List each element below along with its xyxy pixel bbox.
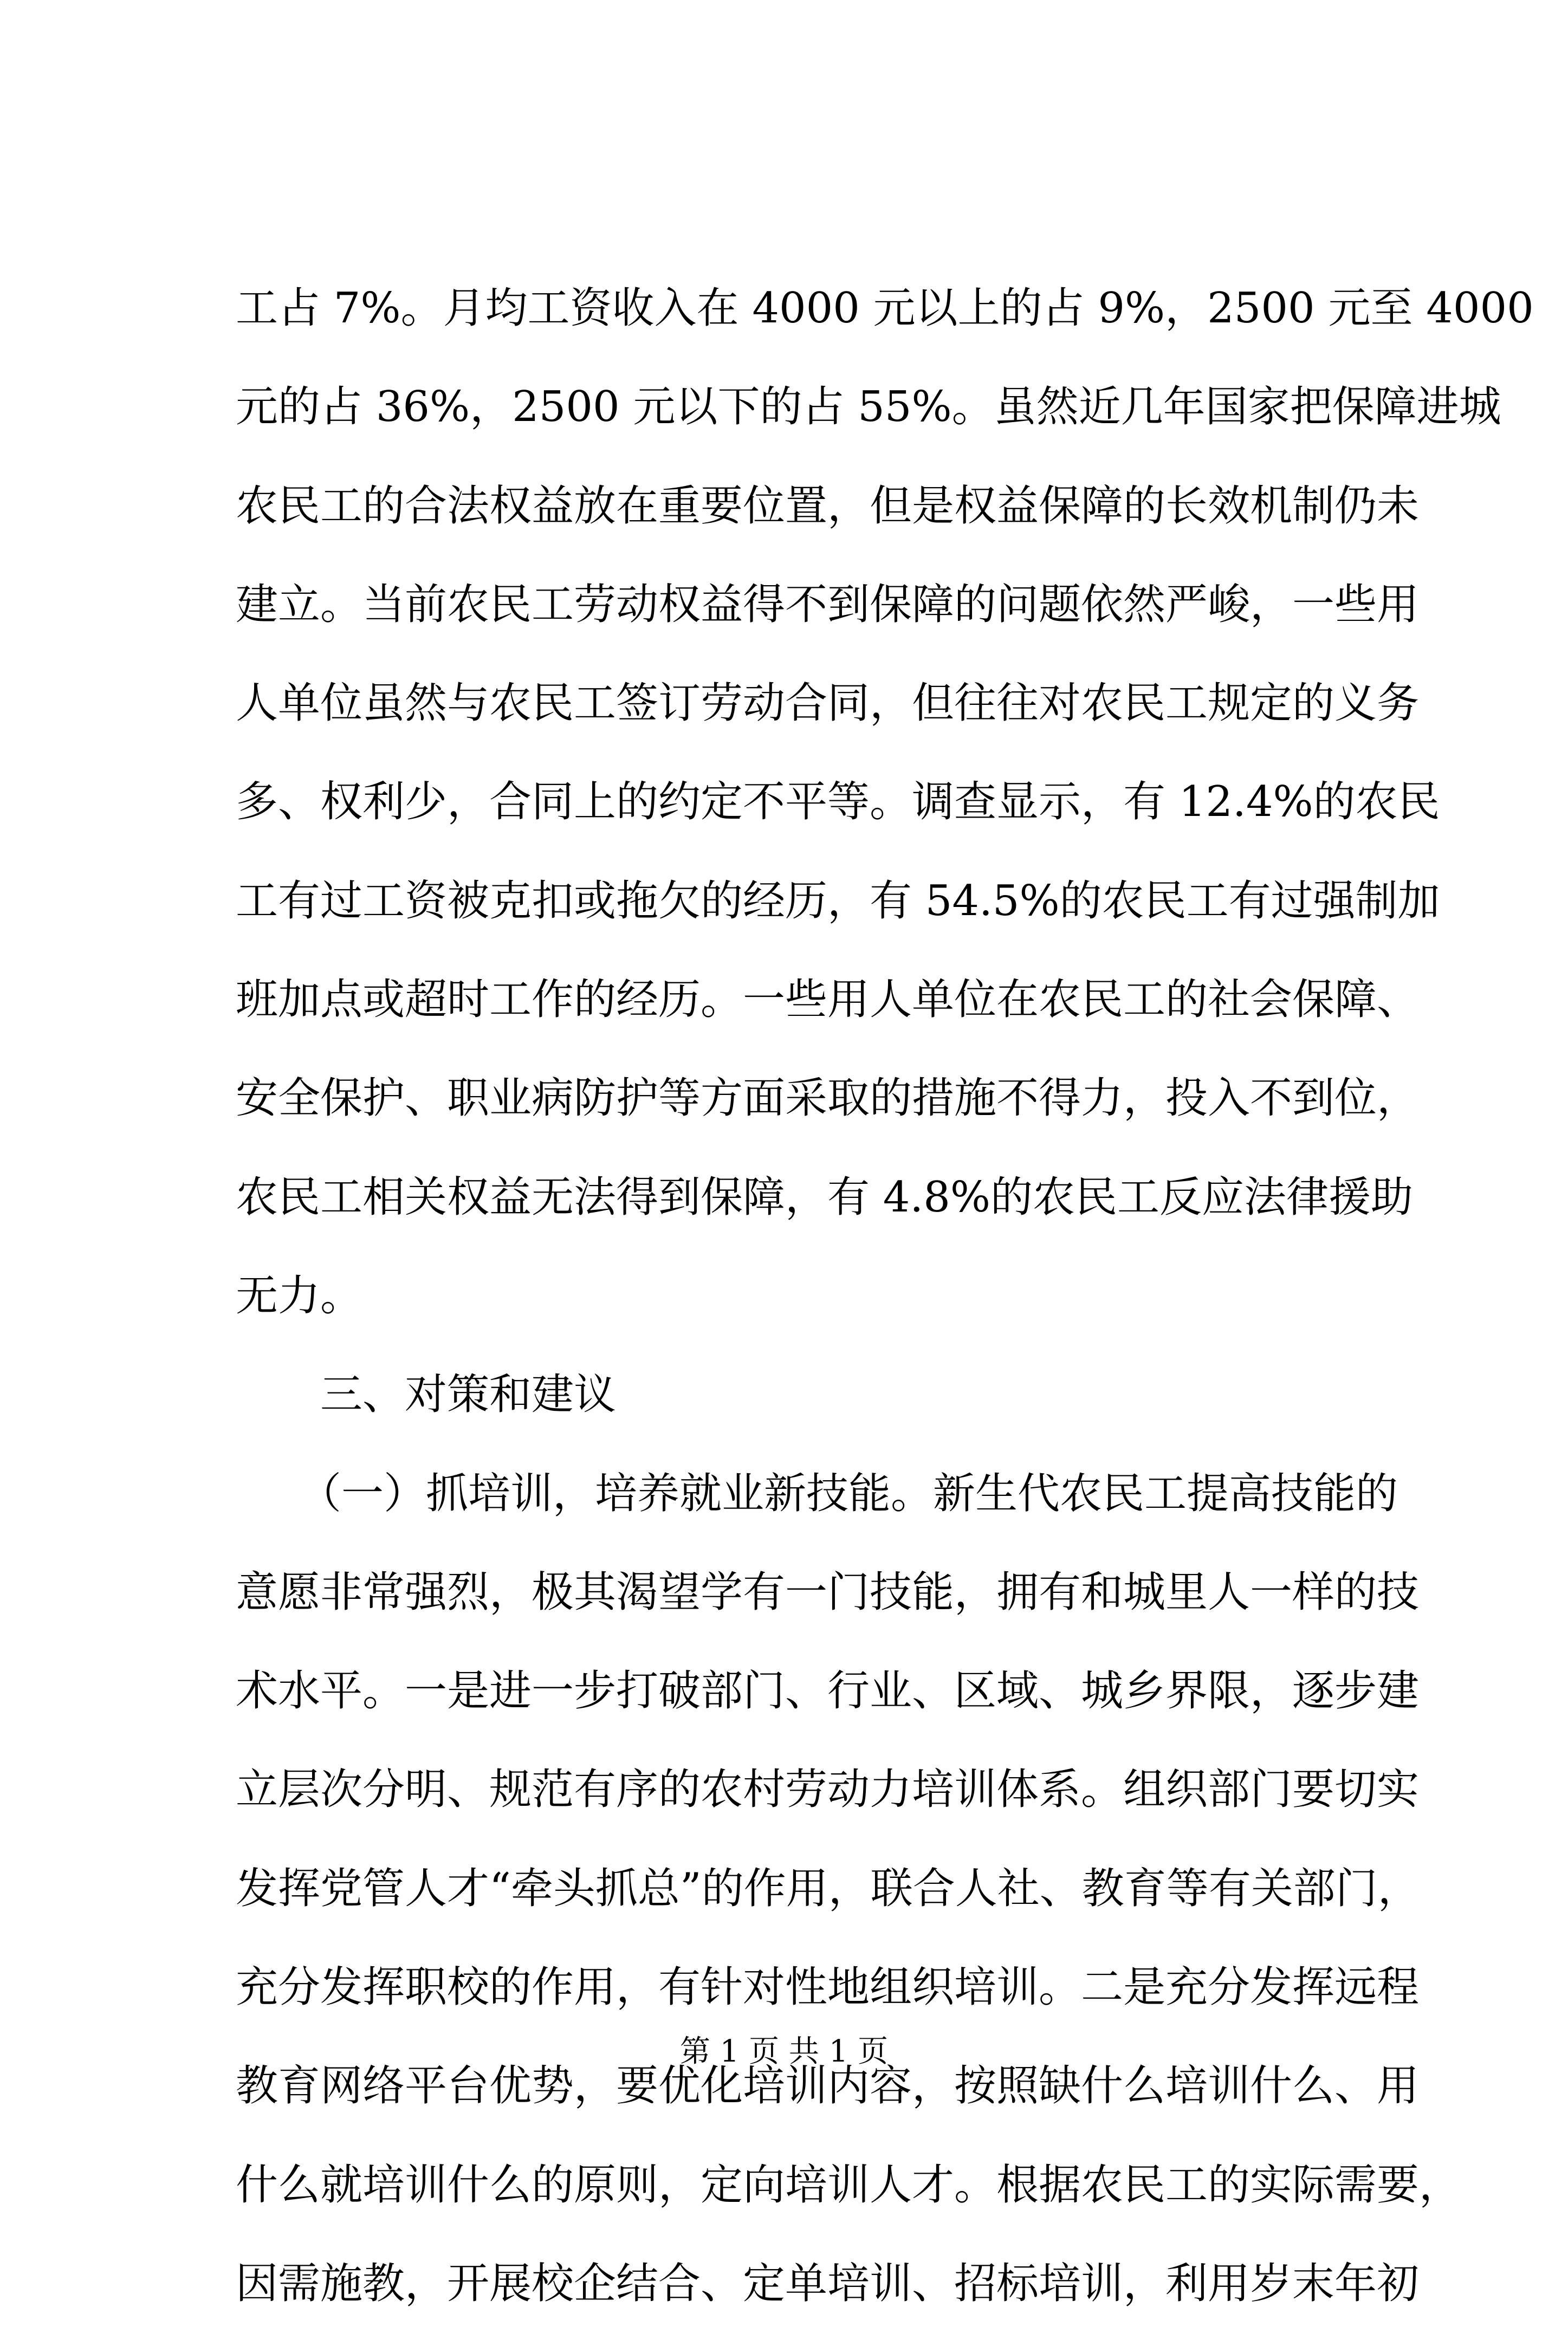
text-line: 农民工相关权益无法得到保障，有 4.8%的农民工反应法律援助 xyxy=(236,1172,1413,1222)
text-line: 教育网络平台优势，要优化培训内容，按照缺什么培训什么、用 xyxy=(236,2062,1420,2111)
text-line: 元的占 36%，2500 元以下的占 55%。虽然近几年国家把保障进城 xyxy=(236,383,1501,432)
text-line: 发挥党管人才“牵头抓总”的作用，联合人社、教育等有关部门， xyxy=(236,1864,1420,1913)
text-line: 因需施教，开展校企结合、定单培训、招标培训，利用岁末年初 xyxy=(236,2259,1420,2308)
text-line: 立层次分明、规范有序的农村劳动力培训体系。组织部门要切实 xyxy=(236,1765,1420,1814)
page-footer: 第 1 页 共 1 页 xyxy=(679,2034,889,2069)
document-body xyxy=(236,259,1534,2333)
text-line: 充分发挥职校的作用，有针对性地组织培训。二是充分发挥远程 xyxy=(236,1963,1420,2012)
text-line: 多、权利少，合同上的约定不平等。调查显示，有 12.4%的农民 xyxy=(236,777,1440,827)
text-line: 农民工的合法权益放在重要位置，但是权益保障的长效机制仍未 xyxy=(236,481,1420,530)
text-line: 无力。 xyxy=(236,1271,363,1320)
text-line: 建立。当前农民工劳动权益得不到保障的问题依然严峻，一些用 xyxy=(236,580,1420,629)
text-line: 安全保护、职业病防护等方面采取的措施不得力，投入不到位， xyxy=(236,1074,1420,1123)
section-heading: 三、对策和建议 xyxy=(236,1370,617,1420)
text-line: 什么就培训什么的原则，定向培训人才。根据农民工的实际需要， xyxy=(236,2160,1462,2209)
text-line: 班加点或超时工作的经历。一些用人单位在农民工的社会保障、 xyxy=(236,975,1420,1025)
text-line: 术水平。一是进一步打破部门、行业、区域、城乡界限，逐步建 xyxy=(236,1667,1420,1716)
text-line: 人单位虽然与农民工签订劳动合同，但往往对农民工规定的义务 xyxy=(236,679,1420,728)
text-line: 工占 7%。月均工资收入在 4000 元以上的占 9%，2500 元至 4000 xyxy=(236,284,1534,333)
text-line: 工有过工资被克扣或拖欠的经历，有 54.5%的农民工有过强制加 xyxy=(236,876,1440,925)
text-line: 意愿非常强烈，极其渴望学有一门技能，拥有和城里人一样的技 xyxy=(236,1567,1420,1617)
text-line: （一）抓培训，培养就业新技能。新生代农民工提高技能的 xyxy=(236,1469,1398,1518)
